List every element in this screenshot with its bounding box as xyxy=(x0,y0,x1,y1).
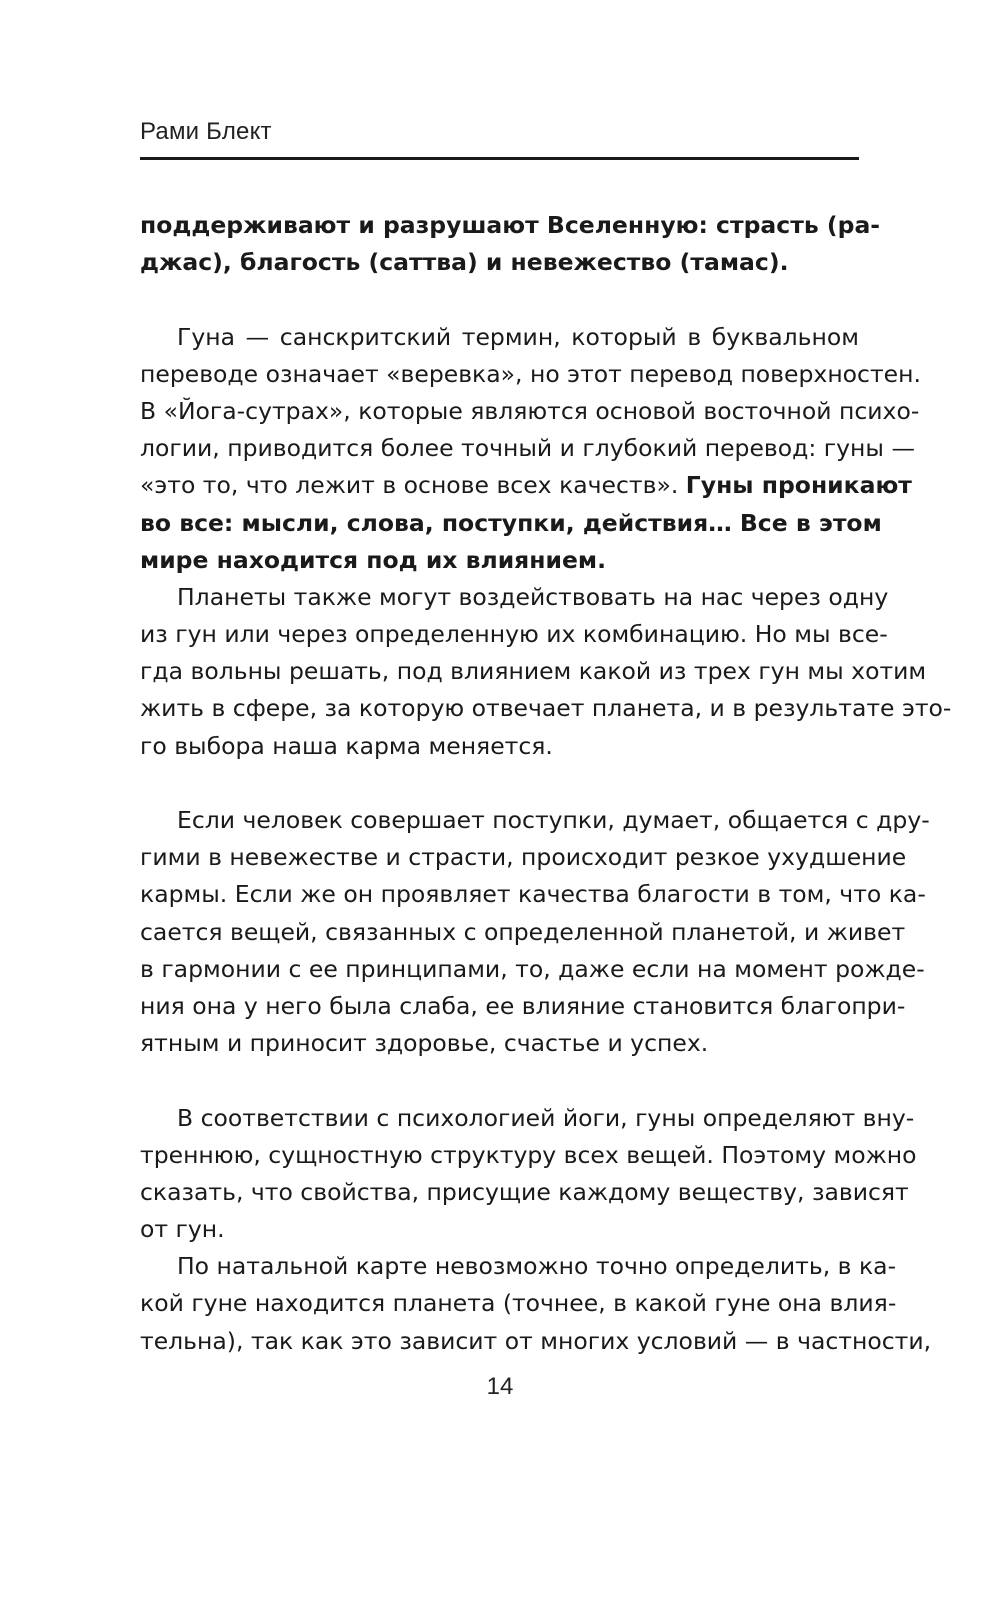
text-line xyxy=(140,690,952,727)
regular-text: В «Йога-сутрах», которые являются основой восточной психо- xyxy=(140,396,920,425)
text-line xyxy=(140,579,889,616)
text-line xyxy=(140,319,859,356)
paragraph-gap xyxy=(140,281,859,318)
text-line xyxy=(140,616,888,653)
regular-text: сается вещей, связанных с определенной планетой, и живет xyxy=(140,917,906,946)
regular-text: логии, приводится более точный и глубокий перевод: гуны — xyxy=(140,434,915,463)
regular-text: Планеты также могут воздействовать на нас через одну xyxy=(177,582,889,611)
text-line xyxy=(140,207,881,244)
regular-text: Гуна — санскритский термин, который в буквальном xyxy=(177,322,859,351)
regular-text: В соответствии с психологией йоги, гуны определяют вну- xyxy=(177,1103,915,1132)
text-line xyxy=(140,876,926,913)
regular-text: «это то, что лежит в основе всех качеств». xyxy=(140,471,686,500)
regular-text: Если человек совершает поступки, думает, общается с дру- xyxy=(177,806,930,834)
text-line xyxy=(140,542,859,579)
text-line xyxy=(140,988,906,1025)
regular-text: го выбора наша карма меняется. xyxy=(140,731,553,760)
regular-text: сказать, что свойства, присущие каждому веществу, зависят xyxy=(140,1177,909,1206)
text-line xyxy=(140,430,915,467)
text-line xyxy=(140,1248,897,1285)
body-text xyxy=(140,207,952,1360)
paragraph-gap xyxy=(140,1062,859,1099)
text-line xyxy=(140,1323,932,1360)
text-line xyxy=(140,839,907,876)
text-line xyxy=(140,1174,909,1211)
regular-text: ятным и приносит здоровье, счастье и успех. xyxy=(140,1029,709,1058)
text-line xyxy=(140,653,927,690)
text-line xyxy=(140,244,859,281)
text-line xyxy=(140,1025,859,1062)
regular-text: гими в невежестве и страсти, происходит резкое ухудшение xyxy=(140,843,907,872)
running-head-author: Рами Блект xyxy=(140,118,272,145)
regular-text: жить в сфере, за которую отвечает планета, и в результате это- xyxy=(140,694,952,723)
text-line xyxy=(140,393,920,430)
text-line xyxy=(140,356,921,393)
regular-text: из гун или через определенную их комбинацию. Но мы все- xyxy=(140,620,888,649)
text-line xyxy=(140,467,912,504)
bold-text: поддерживают и разрушают Вселенную: страсть (ра- xyxy=(140,211,881,239)
bold-text: мире находится под их влиянием. xyxy=(140,545,607,574)
bold-text: джас), благость (саттва) и невежество (тамас). xyxy=(140,248,789,277)
bold-text: Гуны проникают xyxy=(685,471,912,500)
regular-text: кармы. Если же он проявляет качества благости в том, что ка- xyxy=(140,880,926,909)
regular-text: кой гуне находится планета (точнее, в какой гуне она влия- xyxy=(140,1289,897,1318)
bold-text: во все: мысли, слова, поступки, действия… Все в этом xyxy=(140,508,882,537)
regular-text: в гармонии с ее принципами, то, даже если на момент рожде- xyxy=(140,954,925,983)
regular-text: тельна), так как это зависит от многих условий — в частности, xyxy=(140,1326,932,1355)
text-line xyxy=(140,802,930,839)
header-rule xyxy=(140,157,859,160)
regular-text: гда вольны решать, под влиянием какой из трех гун мы хотим xyxy=(140,657,927,686)
text-line xyxy=(140,728,859,765)
page-number: 14 xyxy=(486,1373,514,1400)
text-line xyxy=(140,1100,915,1137)
regular-text: треннюю, сущностную структуру всех вещей. Поэтому можно xyxy=(140,1140,917,1169)
paragraph-gap xyxy=(140,765,859,802)
regular-text: переводе означает «веревка», но этот перевод поверхностен. xyxy=(140,359,921,388)
regular-text: По натальной карте невозможно точно определить, в ка- xyxy=(177,1252,897,1281)
text-line xyxy=(140,914,906,951)
text-line xyxy=(140,1211,859,1248)
regular-text: от гун. xyxy=(140,1215,225,1244)
text-line xyxy=(140,951,925,988)
text-line xyxy=(140,1137,917,1174)
text-line xyxy=(140,505,882,542)
text-line xyxy=(140,1285,897,1322)
regular-text: ния она у него была слаба, ее влияние становится благопри- xyxy=(140,991,906,1020)
